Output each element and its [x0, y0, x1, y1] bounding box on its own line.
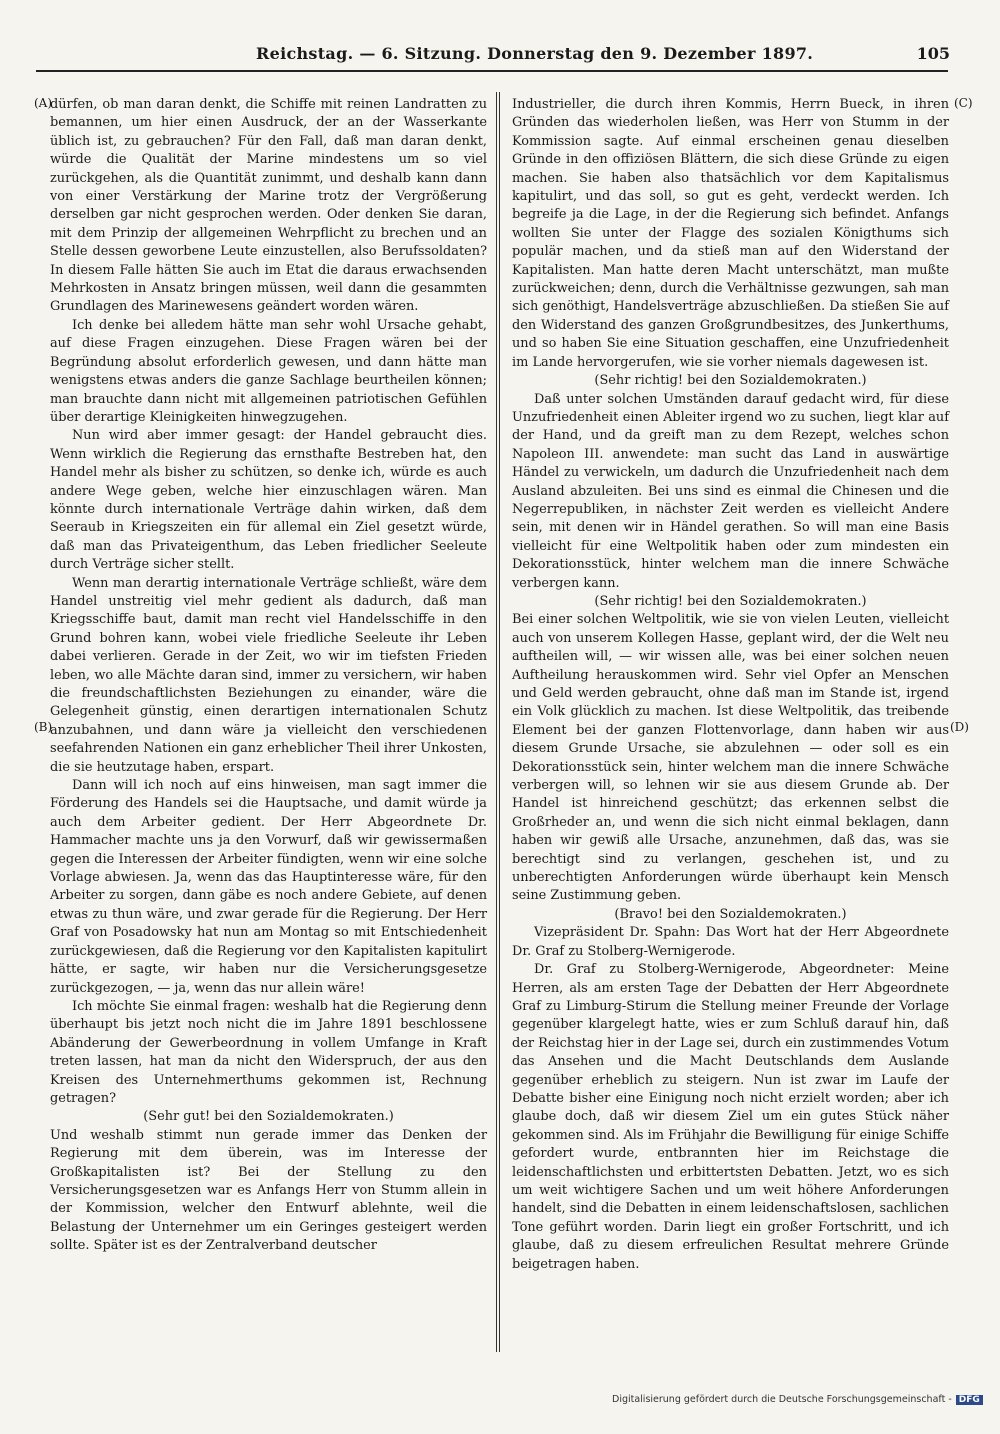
margin-marker-d: (D): [950, 720, 969, 734]
interjection: (Bravo! bei den Sozialdemokraten.): [614, 906, 847, 922]
margin-marker-c: (C): [954, 96, 973, 110]
paragraph: Bei einer solchen Weltpolitik, wie sie von vielen Leuten, vielleicht auch von unserem Kollegen Hasse, geplant wird, der die Welt neu auftheilen will, — wir wissen alle, was bei einer solchen neuen Auftheilung herauskommen wird. Sehr viel Opfer an Menschen und Geld werden gebraucht, ohne daß man im Stande ist, irgend ein Volk glücklich zu machen. Ist diese Weltpolitik, das treibende Element bei der ganzen Flottenvorlage, dann haben wir aus diesem Grunde Ursache, sie abzulehnen — oder soll es ein Dekorationsstück sein, hinter welchem man die innere Schwäche verbergen will, so lehnen wir sie aus diesem Grunde ab. Der Handel ist hinreichend geschützt; das erkennen selbst die Großrheder an, und wenn die sich nicht einmal beklagen, dann haben wir gewiß alle Ursache, anzunehmen, daß das, was sie berechtigt sind zu verlangen, geschehen ist, und zu unberechtigten Anforderungen würde überhaupt kein Mensch seine Zustimmung geben.: [512, 612, 949, 904]
footer-credit: [612, 1394, 983, 1405]
column-divider: [499, 92, 500, 1352]
margin-marker-b: (B): [34, 720, 53, 734]
page-number: 105: [916, 44, 950, 63]
paragraph: Vizepräsident Dr. Spahn: Das Wort hat der Herr Abgeordnete Dr. Graf zu Stolberg-Wernigerode.: [512, 925, 949, 959]
paragraph: Und weshalb stimmt nun gerade immer das Denken der Regierung mit dem überein, was im Interesse der Großkapitalisten ist? Bei der Stellung zu den Versicherungsgesetzen war es Anfangs Herr von Stumm allein in der Kommission, welcher den Entwurf ablehnte, weil die Belastung der Unternehmer um ein Geringes gesteigert werden sollte. Später ist es der Zentralverband deutscher: [50, 1127, 487, 1254]
paragraph: Daß unter solchen Umständen darauf gedacht wird, für diese Unzufriedenheit einen Ableiter irgend wo zu suchen, liegt klar auf der Hand, und da greift man zu dem Rezept, welches schon Napoleon III. anwendete: man sucht das Land in auswärtige Händel zu verwickeln, um dadurch die Unzufriedenheit nach dem Ausland abzuleiten. Bei uns sind es einmal die Chinesen und die Negerrepubliken, in nächster Zeit werden es vielleicht Andere sein, mit denen wir in Händel gerathen. So will man eine Basis vielleicht für eine Weltpolitik haben oder zum mindesten ein Dekorationsstück, hinter welchem man die innere Schwäche verbergen kann.: [512, 391, 949, 591]
paragraph: Dr. Graf zu Stolberg-Wernigerode, Abgeordneter: Meine Herren, als am ersten Tage der Debatten der Herr Abgeordnete Graf zu Limburg-Stirum die Stellung meiner Freunde der Vorlage gegenüber klargelegt hatte, wies er zum Schluß darauf hin, daß der Reichstag hier in der Lage sei, durch ein zustimmendes Votum das Ansehen und die Macht Deutschlands dem Auslande gegenüber erheblich zu steigern. Nun ist zwar im Laufe der Debatte bisher eine Einigung noch nicht erzielt worden; aber ich glaube doch, daß wir diesem Ziel um ein gutes Stück näher gekommen sind. Als im Frühjahr die Bewilligung für einige Schiffe gefordert wurde, entbrannten hier im Reichstage die leidenschaftlichsten und erbittertsten Debatten. Jetzt, wo es sich um weit wichtigere Sachen und um weit höhere Anforderungen handelt, sind die Debatten in einem leidenschaftslosen, sachlichen Tone geführt worden. Darin liegt ein großer Fortschritt, und ich glaube, daß zu diesem erfreulichen Resultat mehrere Gründe beigetragen haben.: [512, 962, 949, 1272]
margin-marker-a: (A): [34, 96, 53, 110]
paragraph: Industrieller, die durch ihren Kommis, Herrn Bueck, in ihren Gründen das wiederholen ließen, was Herr von Stumm in der Kommission sagte. Auf einmal erscheinen genau dieselben Gründe in den offiziösen Blättern, die sich diese Gründe zu eigen machen. Sie haben also thatsächlich vor dem Kapitalismus kapitulirt, und das soll, so gut es geht, verdeckt werden. Ich begreife ja die Lage, in der die Regierung sich befindet. Anfangs wollten Sie unter der Flagge des sozialen Königthums sich populär machen, und da stieß man auf den Widerstand der Kapitalisten. Man hatte deren Macht unterschätzt, man mußte zurückweichen; denn, durch die Verhältnisse gezwungen, sah man sich genöthigt, Handelsverträge abzuschließen. Da stießen Sie auf den Widerstand des ganzen Großgrundbesitzes, des Junkerthums, und so haben Sie eine Situation geschaffen, eine Unzufriedenheit im Lande hervorgerufen, wie sie vorher niemals dagewesen ist.: [512, 97, 949, 370]
dfg-logo: DFG: [956, 1395, 983, 1405]
left-column: [50, 96, 487, 1256]
paragraph: Dann will ich noch auf eins hinweisen, man sagt immer die Förderung des Handels sei die Hauptsache, und damit würde ja auch dem Arbeiter gedient. Der Herr Abgeordnete Dr. Hammacher machte uns ja den Vorwurf, daß wir gewissermaßen gegen die Interessen der Arbeiter fündigten, wenn wir eine solche Vorlage abwiesen. Ja, wenn das das Hauptinteresse wäre, für den Arbeiter zu sorgen, dann gäbe es noch andere Gebiete, auf denen etwas zu thun wäre, und zwar gerade für die Regierung. Der Herr Graf von Posadowsky hat nun am Montag so mit Entschiedenheit zurückgewiesen, daß die Regierung vor den Kapitalisten kapitulirt hätte, er sagte, wir haben nur die Versicherungsgesetze zurückgezogen, — ja, wenn das nur allein wäre!: [50, 778, 487, 996]
paragraph: dürfen, ob man daran denkt, die Schiffe mit reinen Landratten zu bemannen, um hier einen Ausdruck, der an der Wasserkante üblich ist, zu gebrauchen? Für den Fall, daß man daran denkt, würde die Qualität der Marine mindestens um so viel zurückgehen, als die Quantität zunimmt, und deshalb kann dann von einer Verstärkung der Marine trotz der Vergrößerung derselben gar nicht gesprochen werden. Oder denken Sie daran, mit dem Prinzip der allgemeinen Wehrpflicht zu brechen und an Stelle dessen geworbene Leute einzustellen, also Berufssoldaten? In diesem Falle hätten Sie auch im Etat die daraus erwachsenden Mehrkosten in Ansatz bringen müssen, weil dann die gesammten Grundlagen des Marinewesens geändert worden wären.: [50, 97, 487, 315]
footer-text: Digitalisierung gefördert durch die Deutsche Forschungsgemeinschaft -: [612, 1394, 952, 1405]
interjection: (Sehr richtig! bei den Sozialdemokraten.): [594, 373, 867, 389]
paragraph: Nun wird aber immer gesagt: der Handel gebraucht dies. Wenn wirklich die Regierung das ernsthafte Bestreben hat, den Handel mehr als bisher zu schützen, so denke ich, würde es auch andere Wege geben, welche hier einzuschlagen wären. Man könnte durch internationale Verträge dahin wirken, daß dem Seeraub in Kriegszeiten ein für allemal ein Ziel gesetzt würde, daß man das Privateigenthum, das Leben friedlicher Seeleute durch Verträge sicher stellt.: [50, 428, 487, 573]
right-column: [512, 96, 949, 1274]
paragraph: Ich möchte Sie einmal fragen: weshalb hat die Regierung denn überhaupt bis jetzt noch nicht die im Jahre 1891 beschlossene Abänderung der Gewerbeordnung in vollem Umfange in Kraft treten lassen, hat man da nicht den Widerspruch, der aus den Kreisen des Unternehmerthums gekommen ist, Rechnung getragen?: [50, 998, 487, 1106]
interjection: (Sehr richtig! bei den Sozialdemokraten.): [594, 593, 867, 609]
column-divider: [496, 92, 497, 1352]
header-rule: [36, 70, 948, 72]
paragraph: Wenn man derartig internationale Verträge schließt, wäre dem Handel unstreitig viel mehr gedient als dadurch, daß man Kriegsschiffe baut, damit man recht viel Handelsschiffe in den Grund bohren kann, wobei viele friedliche Seeleute ihr Leben dabei verlieren. Gerade in der Zeit, wo wir im tiefsten Frieden leben, wo alle Mächte daran sind, immer zu versichern, wir haben die freundschaftlichsten Beziehungen zu einander, wäre die Gelegenheit günstig, einen derartigen internationalen Schutz anzubahnen, und dann wäre ja vielleicht den verschiedenen seefahrenden Nationen ein ganz erheblicher Theil ihrer Unkosten, die sie heutzutage haben, erspart.: [50, 575, 487, 775]
paragraph: Ich denke bei alledem hätte man sehr wohl Ursache gehabt, auf diese Fragen einzugehen. Diese Fragen wären bei der Begründung absolut erforderlich gewesen, und dann hätte man wenigstens etwas anders die ganze Sachlage beurtheilen können; man brauchte dann nicht mit allgemeinen patriotischen Gefühlen über derartige Kleinigkeiten hinwegzugehen.: [50, 317, 487, 425]
running-title: Reichstag. — 6. Sitzung. Donnerstag den 9. Dezember 1897.: [256, 44, 814, 63]
interjection: (Sehr gut! bei den Sozialdemokraten.): [143, 1109, 394, 1125]
page-header: [40, 44, 950, 70]
